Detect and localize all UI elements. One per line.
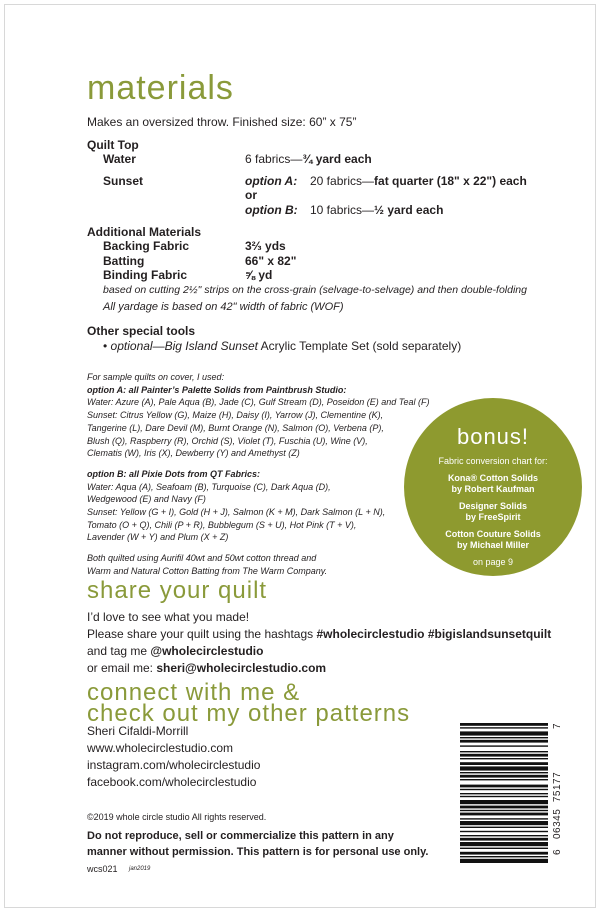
barcode-digits: 06345 75177 — [552, 771, 563, 839]
barcode-bar — [460, 831, 548, 832]
samples-quilted-1: Both quilted using Aurifil 40wt and 50wt cotton thread and — [87, 553, 317, 564]
share-line3: and tag me @wholecirclestudio — [87, 644, 264, 658]
barcode-bars — [460, 719, 553, 869]
bonus-kona-1: Kona® Cotton Solids — [447, 473, 539, 483]
additional-materials-heading: Additional Materials — [87, 225, 202, 239]
pattern-date: jan2019 — [129, 866, 151, 872]
barcode-bar — [460, 842, 548, 846]
materials-title: materials — [87, 69, 234, 107]
copyright-text: ©2019 whole circle studio All rights reserved. — [87, 812, 267, 822]
option-a-label: option A: — [245, 174, 298, 188]
water-label: Water — [103, 152, 136, 166]
upc-barcode — [460, 719, 575, 869]
barcode-digit-left: 6 — [552, 849, 563, 855]
barcode-bar — [460, 785, 548, 788]
bonus-line1: Fabric conversion chart for: — [438, 456, 548, 466]
connect-heading — [87, 679, 411, 727]
barcode-bar — [460, 813, 548, 816]
barcode-bar — [460, 775, 548, 778]
barcode-bar — [460, 856, 548, 857]
barcode-bar — [460, 737, 548, 738]
share-line2: Please share your quilt using the hashtags #wholecirclestudio #bigislandsunsetquilt — [87, 627, 552, 641]
pattern-back-cover — [4, 4, 596, 908]
barcode-bar — [460, 827, 548, 828]
samples-b-water-2: Wedgewood (E) and Navy (F) — [87, 494, 206, 505]
samples-option-b-head: option B: all Pixie Dots from QT Fabrics: — [87, 468, 261, 479]
barcode-bar — [460, 772, 548, 773]
barcode-bar — [460, 779, 548, 780]
samples-b-sunset-3: Lavender (W + Y) and Plum (X + Z) — [87, 532, 229, 543]
barcode-bar — [460, 838, 548, 841]
quilt-top-heading: Quilt Top — [87, 138, 139, 152]
share-heading: share your quilt — [87, 577, 268, 604]
bonus-designer-2: by FreeSpirit — [465, 512, 521, 522]
backing-value: 3⅔ yds — [245, 239, 286, 253]
barcode-bar — [460, 758, 548, 759]
batting-label: Batting — [103, 254, 145, 268]
share-line1: I’d love to see what you made! — [87, 610, 250, 624]
barcode-bar — [460, 810, 548, 811]
water-value: 6 fabrics—¾ yard each — [245, 152, 372, 166]
barcode-bar — [460, 723, 548, 726]
bonus-kona-2: by Robert Kaufman — [451, 484, 535, 494]
barcode-bar — [460, 818, 548, 819]
samples-a-water: Water: Azure (A), Pale Aqua (B), Jade (C), Gulf Stream (D), Poseidon (E) and Teal (F) — [87, 397, 430, 408]
barcode-digit-right: 7 — [552, 723, 563, 729]
barcode-bar — [460, 796, 548, 797]
bonus-couture-2: by Michael Miller — [456, 540, 530, 550]
binding-note: based on cutting 2½" strips on the cross-grain (selvage-to-selvage) and then double-folding — [103, 284, 527, 296]
instagram-link[interactable]: instagram.com/wholecirclestudio — [87, 758, 261, 772]
barcode-bar — [460, 762, 548, 765]
usage-notice-1: Do not reproduce, sell or commercialize this pattern in any — [87, 830, 394, 842]
other-tools-heading: Other special tools — [87, 324, 196, 338]
barcode-bar — [460, 821, 548, 825]
samples-b-water-1: Water: Aqua (A), Seafoam (B), Turquoise (C), Dark Aqua (D), — [87, 481, 331, 492]
usage-notice-2: manner without permission. This pattern is for personal use only. — [87, 846, 429, 858]
barcode-bar — [460, 835, 548, 836]
samples-a-sunset-1: Sunset: Citrus Yellow (G), Maize (H), Daisy (I), Yarrow (J), Clementine (K), — [87, 410, 384, 421]
bonus-badge — [404, 398, 582, 576]
pattern-code: wcs021 — [87, 864, 118, 874]
barcode-bar — [460, 852, 548, 855]
samples-a-sunset-3: Blush (Q), Raspberry (R), Orchid (S), Violet (T), Fuschia (U), Wine (V), — [87, 435, 368, 446]
samples-quilted-2: Warm and Natural Cotton Batting from The Warm Company. — [87, 565, 328, 576]
contact-block — [87, 723, 260, 791]
template-set-item: • optional—Big Island Sunset Acrylic Template Set (sold separately) — [103, 339, 462, 353]
samples-b-sunset-2: Tomato (O + Q), Chili (P + R), Bubblegum (S + U), Hot Pink (T + V), — [87, 519, 357, 530]
samples-a-sunset-4: Clematis (W), Iris (X), Dewberry (Y) and Amethyst (Z) — [87, 448, 300, 459]
bonus-page: on page 9 — [472, 557, 514, 567]
connect-heading-2: check out my other patterns — [87, 700, 411, 727]
backing-label: Backing Fabric — [103, 239, 190, 253]
barcode-bar — [460, 800, 548, 804]
bonus-title: bonus! — [456, 424, 530, 449]
samples-a-sunset-2: Tangerine (L), Dare Devil (M), Burnt Orange (N), Salmon (O), Verbena (P), — [87, 422, 384, 433]
batting-value: 66" x 82" — [245, 254, 297, 268]
barcode-bar — [460, 859, 548, 863]
binding-label: Binding Fabric — [103, 268, 187, 282]
samples-b-sunset-1: Sunset: Yellow (G + I), Gold (H + J), Salmon (K + M), Dark Salmon (L + N), — [87, 507, 386, 518]
or-text: or — [245, 188, 257, 202]
finished-size-intro: Makes an oversized throw. Finished size: 60” x 75” — [87, 115, 357, 129]
sunset-label: Sunset — [103, 174, 144, 188]
share-block — [87, 609, 551, 677]
option-b-label: option B: — [245, 203, 298, 217]
sample-quilts-notes — [87, 371, 429, 578]
barcode-bar — [460, 789, 548, 790]
barcode-bar — [460, 848, 548, 849]
barcode-bar — [460, 745, 548, 746]
share-line4: or email me: sheri@wholecirclestudio.com — [87, 661, 327, 675]
binding-value: ⅝ yd — [245, 268, 273, 282]
website-link[interactable]: www.wholecirclestudio.com — [87, 741, 234, 755]
facebook-link[interactable]: facebook.com/wholecirclestudio — [87, 775, 257, 789]
author-name: Sheri Cifaldi-Morrill — [87, 724, 189, 738]
bonus-couture-1: Cotton Couture Solids — [445, 529, 541, 539]
option-a-value: 20 fabrics—fat quarter (18" x 22") each — [310, 174, 527, 188]
barcode-bar — [460, 766, 548, 770]
barcode-bar — [460, 740, 548, 743]
samples-intro: For sample quilts on cover, I used: — [87, 372, 225, 382]
barcode-bar — [460, 731, 548, 735]
option-b-value: 10 fabrics—½ yard each — [310, 203, 444, 217]
yardage-note: All yardage is based on 42" width of fabric (WOF) — [103, 301, 344, 313]
bonus-designer-1: Designer Solids — [458, 501, 528, 511]
barcode-bar — [460, 727, 548, 728]
samples-option-a-head: option A: all Painter’s Palette Solids from Paintbrush Studio: — [87, 384, 347, 395]
barcode-bar — [460, 806, 548, 809]
connect-heading-1: connect with me & — [87, 679, 301, 706]
barcode-bar — [460, 754, 548, 757]
barcode-bar — [460, 793, 548, 794]
barcode-bar — [460, 751, 548, 752]
usage-notice — [87, 828, 428, 860]
